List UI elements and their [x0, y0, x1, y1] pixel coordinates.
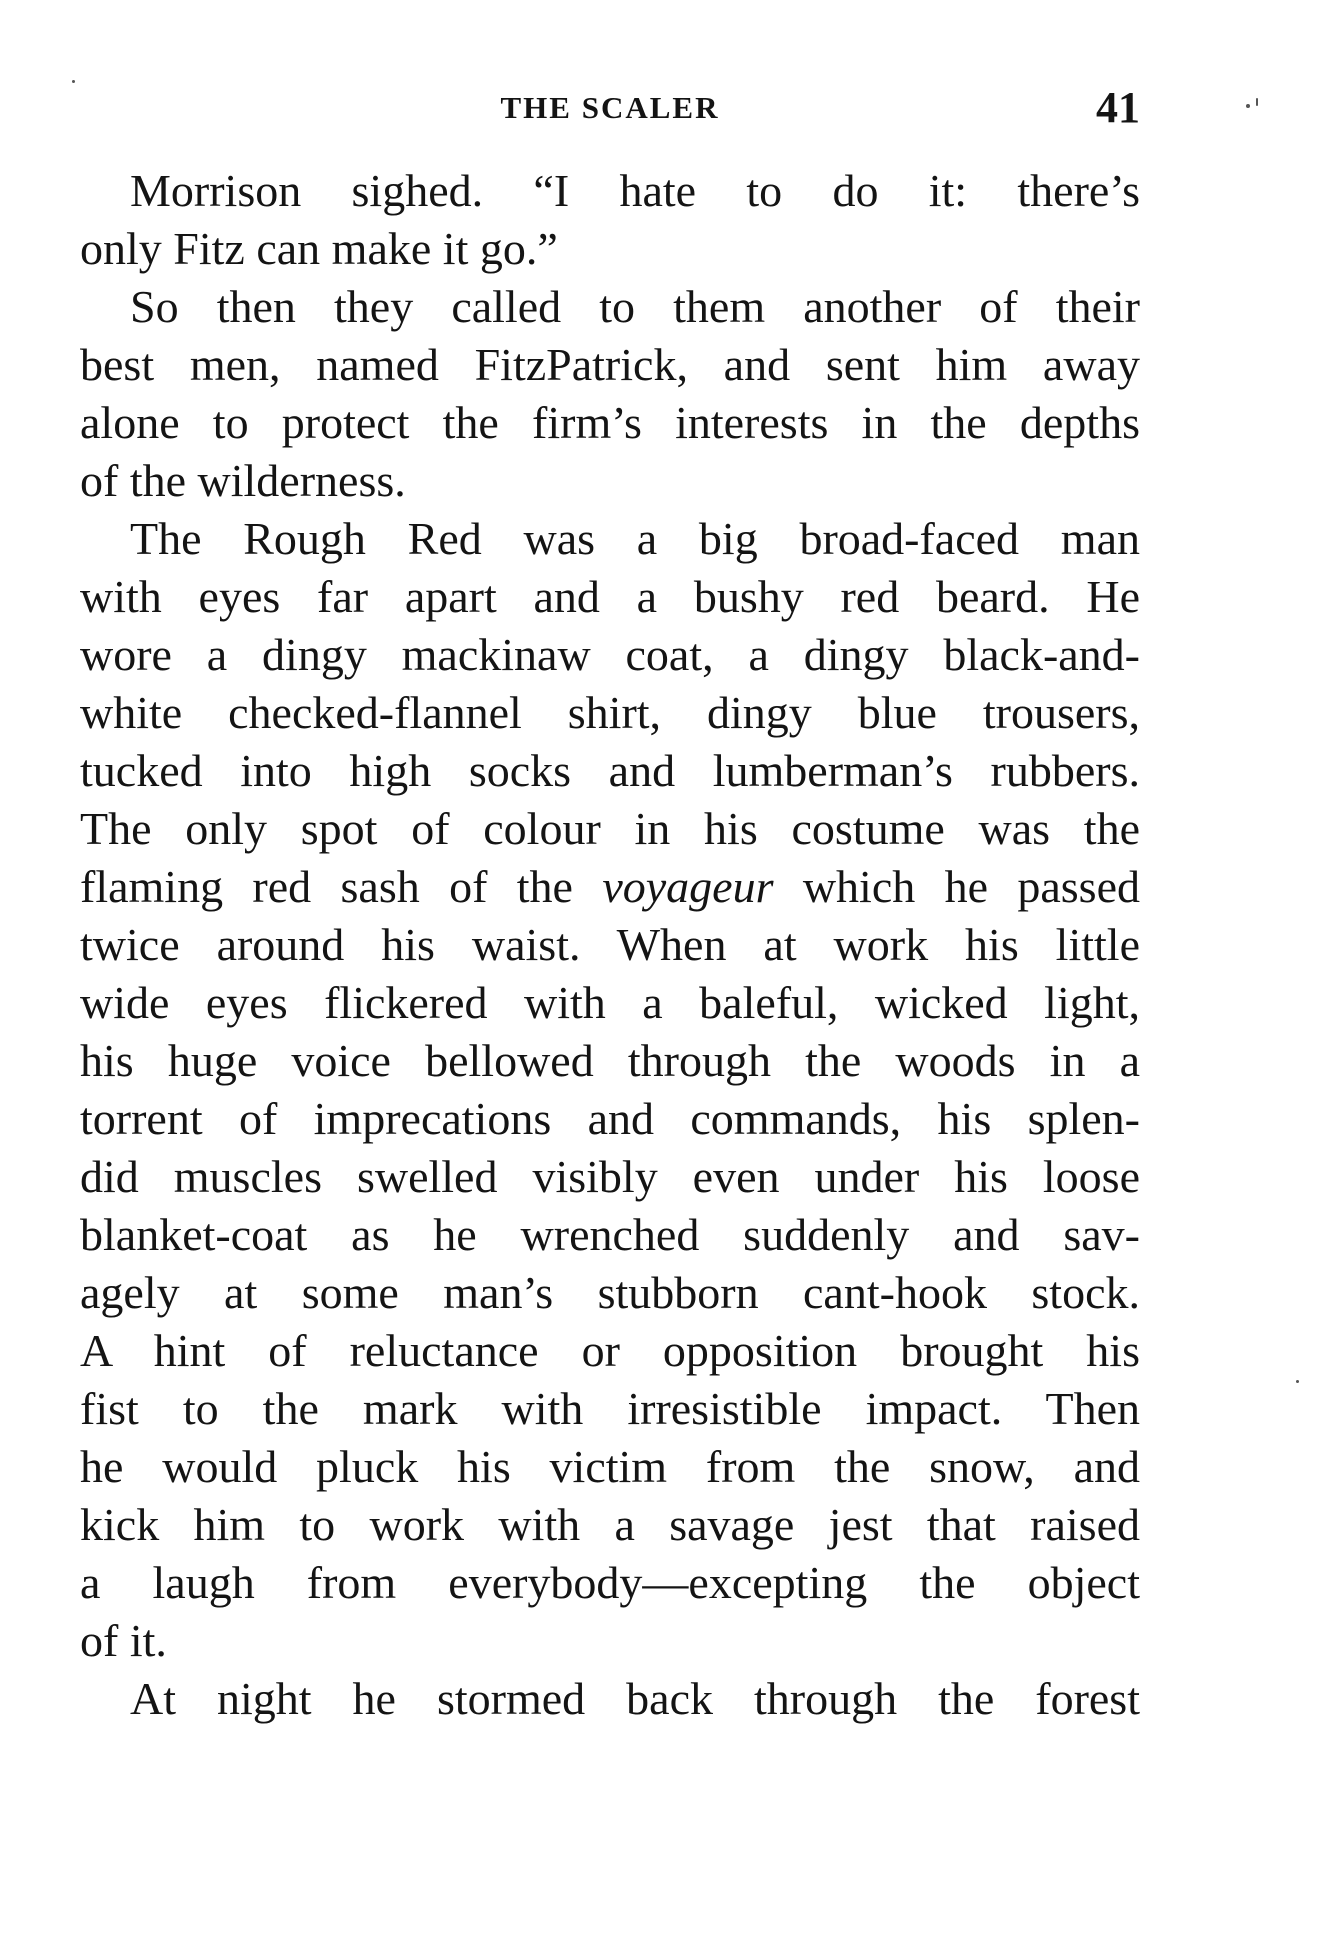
text-segment: best men, named FitzPatrick, and sent him away [80, 339, 1140, 390]
text-segment: The only spot of colour in his costume was the [80, 803, 1140, 854]
text-segment: fist to the mark with irresistible impact. Then [80, 1383, 1140, 1434]
text-line [80, 1264, 1140, 1322]
text-line [80, 1380, 1140, 1438]
text-segment: kick him to work with a savage jest that raised [80, 1499, 1140, 1550]
text-line [80, 510, 1140, 568]
text-segment: At night he stormed back through the forest [130, 1673, 1140, 1724]
text-segment: alone to protect the firm’s interests in the depths [80, 397, 1140, 448]
text-line [80, 1496, 1140, 1554]
text-segment: wore a dingy mackinaw coat, a dingy black-and- [80, 629, 1140, 680]
text-line [80, 916, 1140, 974]
scan-speck [1296, 1380, 1299, 1383]
text-line [80, 742, 1140, 800]
text-segment: The Rough Red was a big broad-faced man [130, 513, 1140, 564]
text-line [80, 1554, 1140, 1612]
text-line [80, 858, 1140, 916]
text-line [80, 1438, 1140, 1496]
text-segment: A hint of reluctance or opposition brought his [80, 1325, 1140, 1376]
body-text [80, 162, 1140, 1728]
text-line [80, 684, 1140, 742]
text-segment: agely at some man’s stubborn cant-hook stock. [80, 1267, 1140, 1318]
text-line [80, 394, 1140, 452]
text-line [80, 162, 1140, 220]
text-segment: So then they called to them another of their [130, 281, 1140, 332]
text-segment: twice around his waist. When at work his little [80, 919, 1140, 970]
scan-speck [1256, 98, 1258, 106]
text-segment: which he passed [773, 861, 1140, 912]
text-segment: white checked-flannel shirt, dingy blue trousers, [80, 687, 1140, 738]
page-number: 41 [1096, 83, 1140, 132]
text-line [80, 1322, 1140, 1380]
text-segment: did muscles swelled visibly even under his loose [80, 1151, 1140, 1202]
text-segment: only Fitz can make it go.” [80, 223, 558, 274]
text-line [80, 974, 1140, 1032]
text-line [80, 1670, 1140, 1728]
text-segment: with eyes far apart and a bushy red beard. He [80, 571, 1140, 622]
text-segment: he would pluck his victim from the snow, and [80, 1441, 1140, 1492]
text-segment: blanket-coat as he wrenched suddenly and sav- [80, 1209, 1140, 1260]
text-segment: tucked into high socks and lumberman’s rubbers. [80, 745, 1140, 796]
running-head [80, 84, 1140, 144]
scan-speck [1246, 104, 1250, 108]
text-line [80, 800, 1140, 858]
text-line [80, 568, 1140, 626]
text-segment: of the wilderness. [80, 455, 406, 506]
running-title: THE SCALER [500, 90, 720, 125]
scan-speck [72, 80, 75, 83]
text-line [80, 1090, 1140, 1148]
text-segment: of it. [80, 1615, 167, 1666]
text-segment: a laugh from everybody—excepting the object [80, 1557, 1140, 1608]
text-line [80, 626, 1140, 684]
text-segment: his huge voice bellowed through the woods in a [80, 1035, 1140, 1086]
text-line [80, 1206, 1140, 1264]
text-line [80, 452, 1140, 510]
text-line [80, 1148, 1140, 1206]
text-segment: torrent of imprecations and commands, his splen- [80, 1093, 1140, 1144]
text-segment: Morrison sighed. “I hate to do it: there’s [130, 165, 1140, 216]
text-segment: flaming red sash of the [80, 861, 603, 912]
text-line [80, 1612, 1140, 1670]
text-segment: wide eyes flickered with a baleful, wicked light, [80, 977, 1140, 1028]
italic-word: voyageur [602, 861, 774, 912]
text-line [80, 336, 1140, 394]
text-line [80, 278, 1140, 336]
text-line [80, 220, 1140, 278]
text-line [80, 1032, 1140, 1090]
